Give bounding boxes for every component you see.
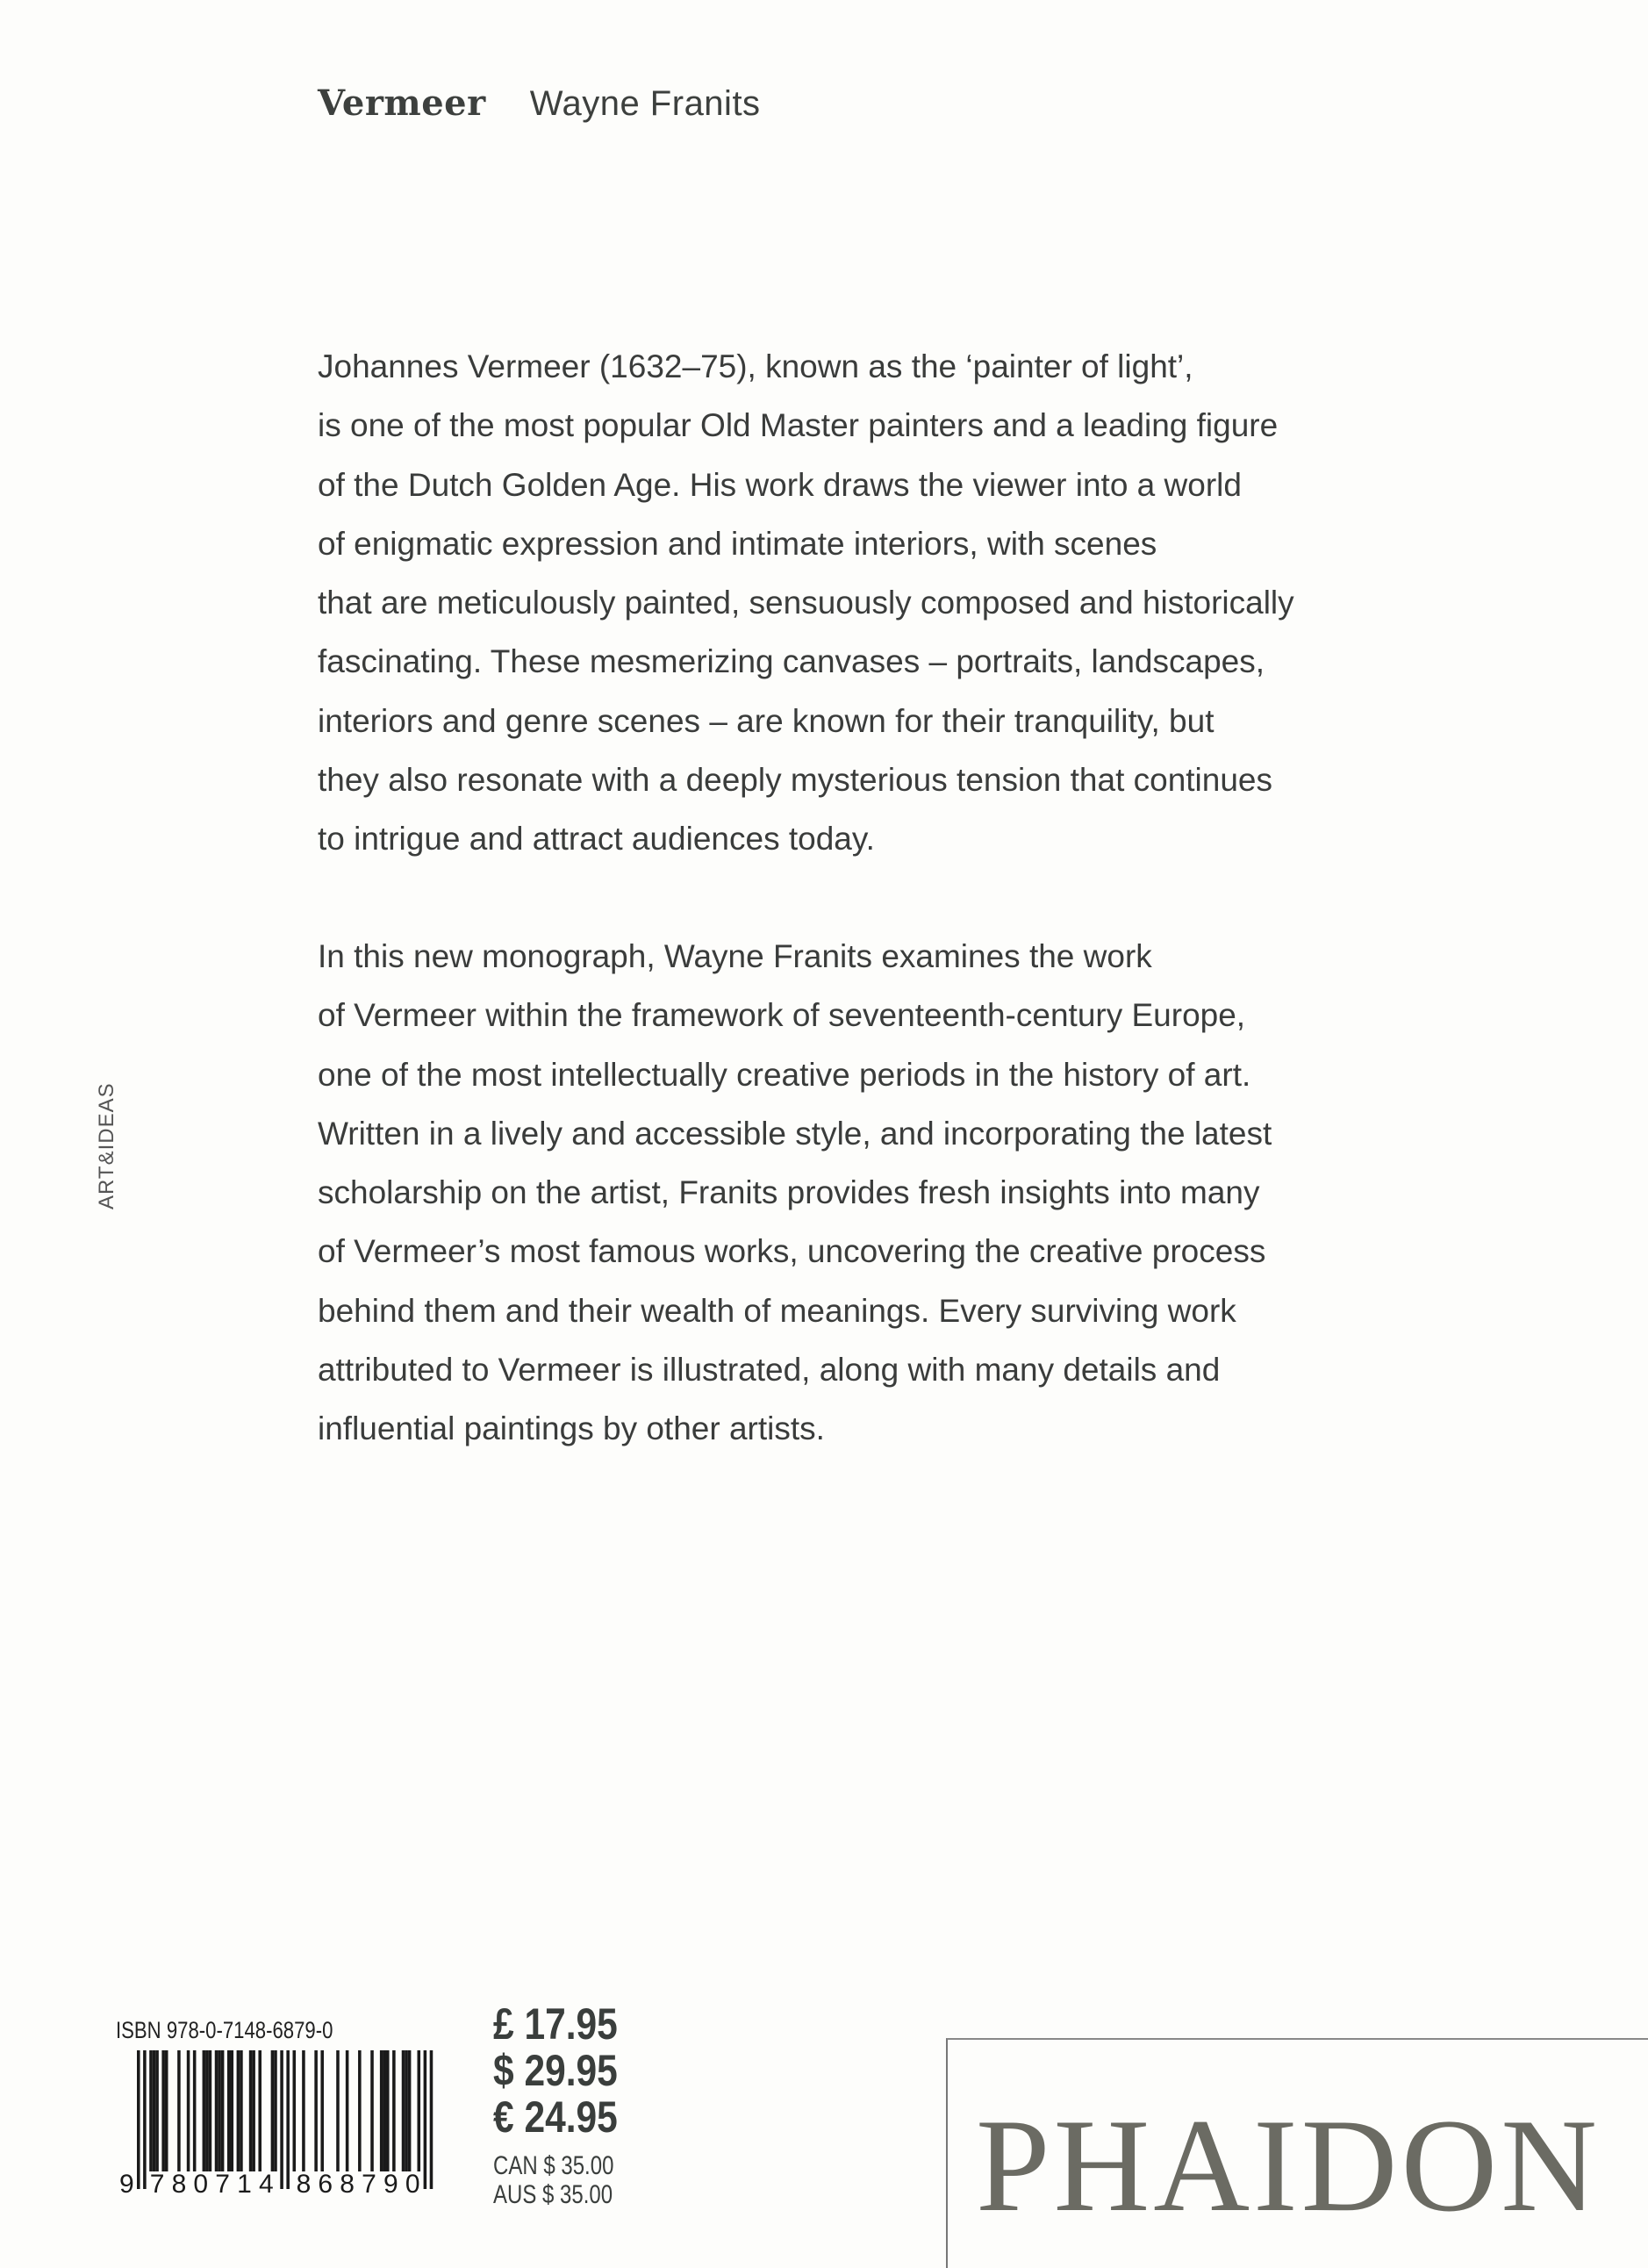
price-can: CAN $ 35.00 <box>493 2151 614 2180</box>
blurb-line: fascinating. These mesmerizing canvases – portraits, landscapes, <box>318 643 1265 680</box>
book-title: Vermeer <box>318 83 486 124</box>
barcode-bar <box>227 2050 231 2171</box>
blurb-line: of Vermeer within the framework of seventeenth-century Europe, <box>318 997 1246 1034</box>
price-block <box>493 2001 644 2209</box>
blurb-line: influential paintings by other artists. <box>318 1410 825 1447</box>
barcode-bar <box>430 2050 433 2189</box>
blurb-line: to intrigue and attract audiences today. <box>318 821 875 858</box>
barcode-bar <box>153 2050 156 2171</box>
blurb-paragraph-2 <box>318 927 1371 1459</box>
barcode-bar <box>209 2050 212 2171</box>
barcode-digit: 8 <box>296 2170 312 2195</box>
barcode-bar <box>380 2050 383 2171</box>
barcode-bar <box>187 2050 190 2171</box>
barcode-digit: 0 <box>405 2170 420 2195</box>
barcode-bar <box>383 2050 386 2171</box>
barcode-bar <box>392 2050 396 2171</box>
barcode-bar <box>405 2050 408 2171</box>
price-gbp: £ 17.95 <box>493 1999 618 2049</box>
barcode-bar <box>258 2050 262 2171</box>
blurb-line: of Vermeer’s most famous works, uncovering the creative process <box>318 1233 1266 1270</box>
blurb-line: Johannes Vermeer (1632–75), known as the ‘painter of light’, <box>318 348 1193 384</box>
barcode-bar <box>193 2050 197 2171</box>
price-eur: € 24.95 <box>493 2092 618 2142</box>
barcode-bar <box>165 2050 168 2171</box>
barcode-digit: 9 <box>383 2170 398 2195</box>
blurb-line: In this new monograph, Wayne Franits examines the work <box>318 938 1152 974</box>
barcode-bar <box>302 2050 305 2171</box>
barcode-digit: 8 <box>171 2170 187 2195</box>
barcode-digit: 7 <box>215 2170 230 2195</box>
price-aus: AUS $ 35.00 <box>493 2180 613 2209</box>
barcode-bar <box>280 2050 283 2189</box>
barcode-bar <box>286 2050 290 2189</box>
barcode-bar <box>203 2050 206 2171</box>
blurb-line: scholarship on the artist, Franits provides fresh insights into many <box>318 1174 1260 1211</box>
barcode-bar <box>149 2050 153 2171</box>
barcode-bar <box>320 2050 324 2171</box>
barcode-bar <box>386 2050 390 2171</box>
barcode <box>116 2050 449 2195</box>
barcode-bar <box>271 2050 275 2171</box>
blurb-line: behind them and their wealth of meanings. Every surviving work <box>318 1292 1236 1329</box>
barcode-bar <box>161 2050 165 2171</box>
barcode-bar <box>155 2050 159 2171</box>
barcode-bar <box>336 2050 340 2171</box>
barcode-digit: 6 <box>318 2170 333 2195</box>
blurb-line: one of the most intellectually creative periods in the history of art. <box>318 1056 1251 1093</box>
blurb-line: of the Dutch Golden Age. His work draws the viewer into a world <box>318 466 1242 503</box>
barcode-bar <box>370 2050 374 2171</box>
blurb-line: is one of the most popular Old Master painters and a leading figure <box>318 407 1279 444</box>
barcode-bar <box>240 2050 243 2171</box>
barcode-digit: 7 <box>362 2170 376 2195</box>
barcode-bar <box>418 2050 421 2171</box>
barcode-bar <box>346 2050 349 2171</box>
barcode-bar <box>237 2050 240 2171</box>
book-header <box>318 83 761 124</box>
book-author: Wayne Franits <box>529 84 761 123</box>
blurb-paragraph-1 <box>318 337 1371 869</box>
barcode-bar <box>274 2050 277 2171</box>
barcode-bar <box>177 2050 181 2171</box>
blurb-line: interiors and genre scenes – are known for their tranquility, but <box>318 702 1215 739</box>
barcode-bar <box>314 2050 318 2171</box>
series-label: ART&IDEAS <box>95 1082 118 1209</box>
barcode-digit: 0 <box>193 2170 209 2195</box>
barcode-bar <box>218 2050 221 2171</box>
barcode-digit: 8 <box>340 2170 355 2195</box>
blurb-line: that are meticulously painted, sensuously composed and historically <box>318 585 1294 621</box>
barcode-bar <box>205 2050 209 2171</box>
barcode-bar <box>358 2050 362 2171</box>
barcode-bar <box>402 2050 405 2171</box>
barcode-bar <box>424 2050 427 2189</box>
barcode-digit: 1 <box>237 2170 252 2195</box>
blurb-line: attributed to Vermeer is illustrated, along with many details and <box>318 1352 1221 1389</box>
barcode-bar <box>293 2050 297 2171</box>
barcode-digit: 4 <box>258 2170 274 2195</box>
barcode-digit: 7 <box>149 2170 165 2195</box>
publisher-logo: PHAIDON <box>976 2092 1601 2239</box>
isbn-label: ISBN 978-0-7148-6879-0 <box>116 2017 333 2043</box>
blurb-line: Written in a lively and accessible style, and incorporating the latest <box>318 1115 1272 1152</box>
barcode-bar <box>249 2050 253 2171</box>
barcode-bar <box>252 2050 255 2171</box>
barcode-bar <box>215 2050 219 2171</box>
barcode-digit: 9 <box>119 2170 134 2195</box>
barcode-bar <box>143 2050 147 2189</box>
barcode-bar <box>408 2050 412 2171</box>
price-usd: $ 29.95 <box>493 2046 618 2095</box>
blurb-line: of enigmatic expression and intimate interiors, with scenes <box>318 525 1157 562</box>
blurb-line: they also resonate with a deeply mysterious tension that continues <box>318 762 1273 799</box>
barcode-bar <box>231 2050 234 2171</box>
barcode-bar <box>137 2050 140 2189</box>
barcode-bar <box>221 2050 225 2171</box>
